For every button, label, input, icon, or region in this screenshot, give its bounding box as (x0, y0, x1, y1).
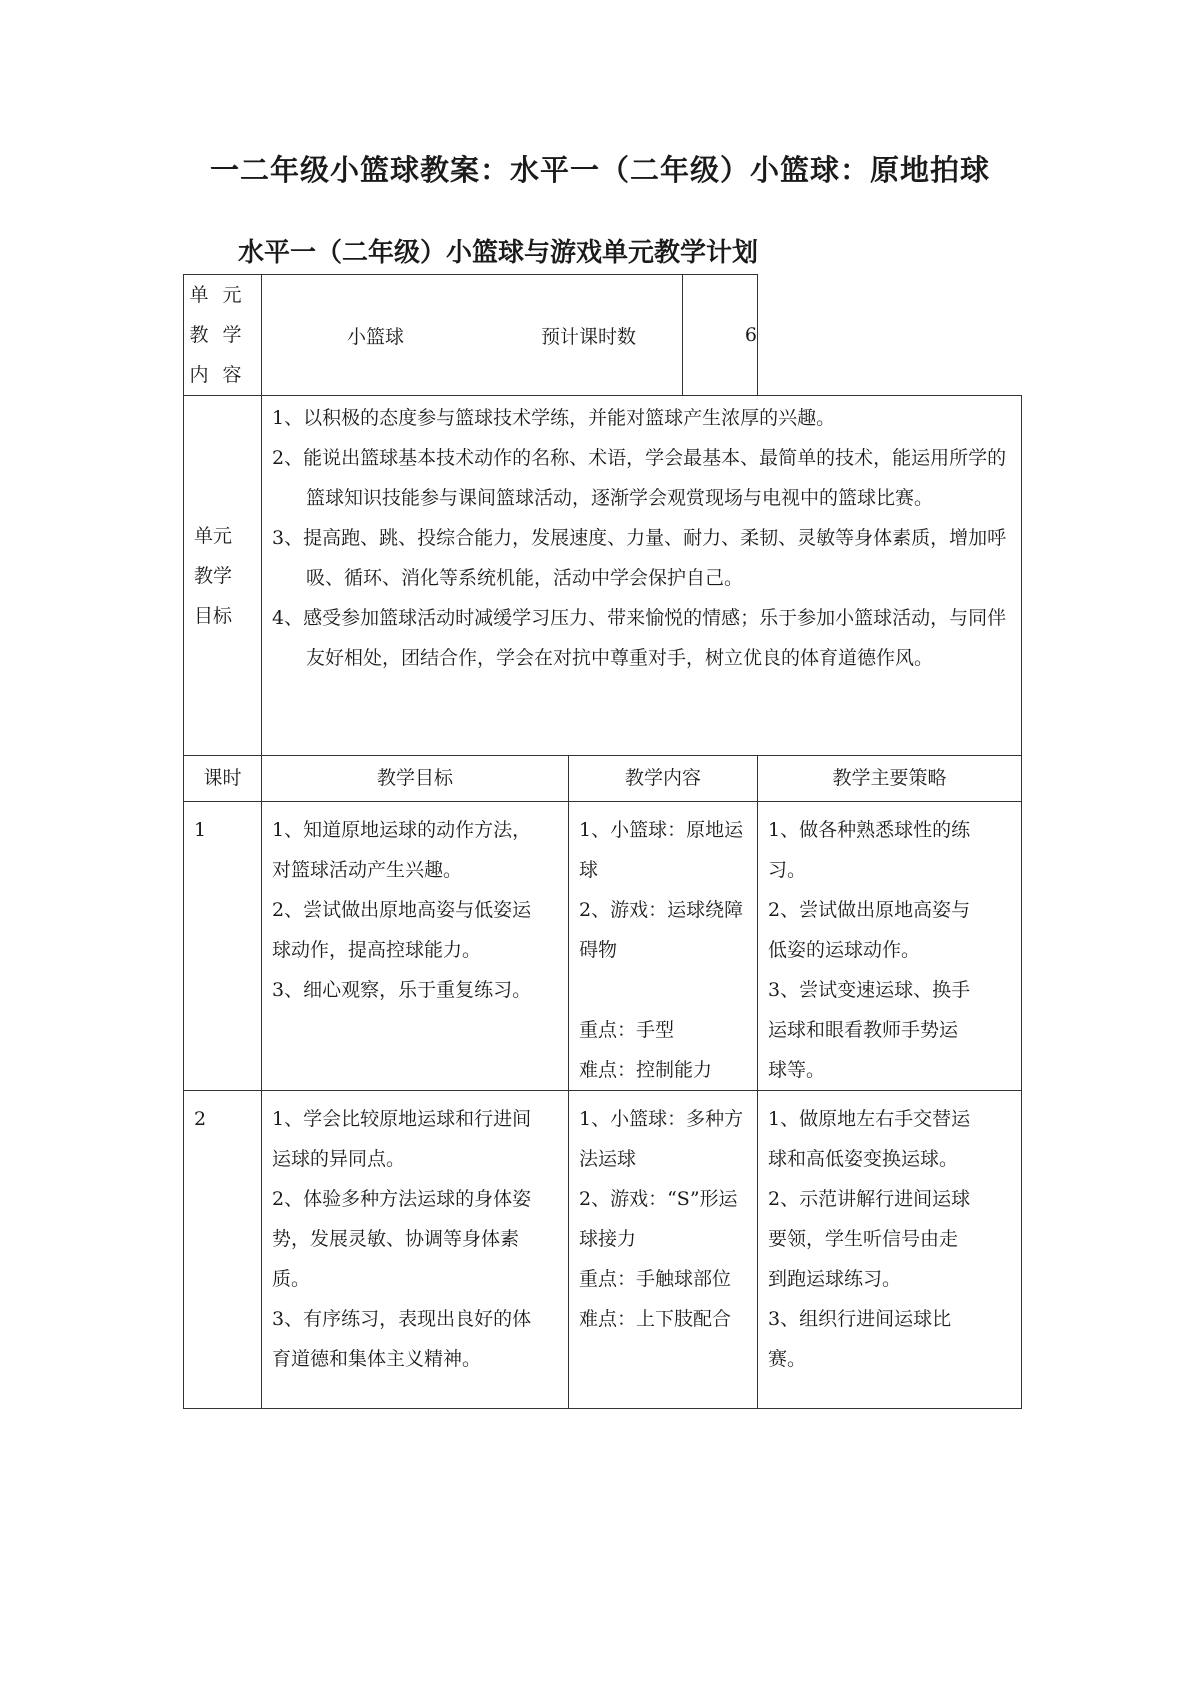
document-title: 一二年级小篮球教案：水平一（二年级）小篮球：原地拍球 (209, 153, 990, 187)
lesson-content: 1、小篮球：原地运 球 2、游戏：运球绕障 碍物 重点：手型 难点：控制能力 (569, 802, 758, 1091)
estimated-hours-label: 预计课时数 (495, 275, 683, 395)
lesson-row (184, 802, 1022, 1091)
lesson-objectives: 1、学会比较原地运球和行进间 运球的异同点。 2、体验多种方法运球的身体姿 势，发展灵敏、协调等身体素 质。 3、有序练习，表现出良好的体 育道德和集体主义精神。 (262, 1091, 569, 1409)
lesson-number: 1 (184, 802, 262, 1091)
header-content: 教学内容 (569, 756, 758, 802)
unit-goals-label: 单元 教学 目标 (184, 396, 262, 756)
lesson-row (184, 1091, 1022, 1409)
goal-item: 2、能说出篮球基本技术动作的名称、术语，学会最基本、最简单的技术，能运用所学的篮球知识技能参与课间篮球活动，逐渐学会观赏现场与电视中的篮球比赛。 (272, 447, 1007, 509)
lesson-content: 1、小篮球：多种方 法运球 2、游戏：“S”形运 球接力 重点：手触球部位 难点：上下肢配合 (569, 1091, 758, 1409)
goal-item: 3、提高跑、跳、投综合能力，发展速度、力量、耐力、柔韧、灵敏等身体素质，增加呼吸、循环、消化等系统机能，活动中学会保护自己。 (272, 527, 1007, 589)
header-strategies: 教学主要策略 (758, 756, 1022, 802)
unit-content-value: 小篮球 (262, 275, 682, 396)
lesson-strategies: 1、做原地左右手交替运 球和高低姿变换运球。 2、示范讲解行进间运球 要领，学生听信号由走 到跑运球练习。 3、组织行进间运球比 赛。 (758, 1091, 1022, 1409)
lesson-objectives: 1、知道原地运球的动作方法， 对篮球活动产生兴趣。 2、尝试做出原地高姿与低姿运 球动作，提高控球能力。 3、细心观察，乐于重复练习。 (262, 802, 569, 1091)
lesson-strategies: 1、做各种熟悉球性的练 习。 2、尝试做出原地高姿与 低姿的运球动作。 3、尝试变速运球、换手 运球和眼看教师手势运 球等。 (758, 802, 1022, 1091)
unit-content-label: 单元 教学 内容 (184, 275, 262, 396)
lesson-number: 2 (184, 1091, 262, 1409)
unit-goals-row (184, 396, 1022, 756)
unit-plan-subtitle: 水平一（二年级）小篮球与游戏单元教学计划 (238, 238, 759, 268)
lesson-header-row (184, 756, 1022, 802)
unit-goals-list (262, 396, 1022, 756)
unit-content-row (184, 275, 1022, 396)
header-hours: 课时 (184, 756, 262, 802)
header-objectives: 教学目标 (262, 756, 569, 802)
goal-item: 4、感受参加篮球活动时减缓学习压力、带来愉悦的情感；乐于参加小篮球活动，与同伴友好相处，团结合作，学会在对抗中尊重对手，树立优良的体育道德作风。 (272, 607, 1007, 669)
estimated-hours-value: 6 (744, 324, 757, 346)
hours-cell-wrap (540, 275, 758, 396)
unit-plan-table (183, 274, 1022, 1409)
goal-item: 1、以积极的态度参与篮球技术学练，并能对篮球产生浓厚的兴趣。 (272, 407, 836, 429)
